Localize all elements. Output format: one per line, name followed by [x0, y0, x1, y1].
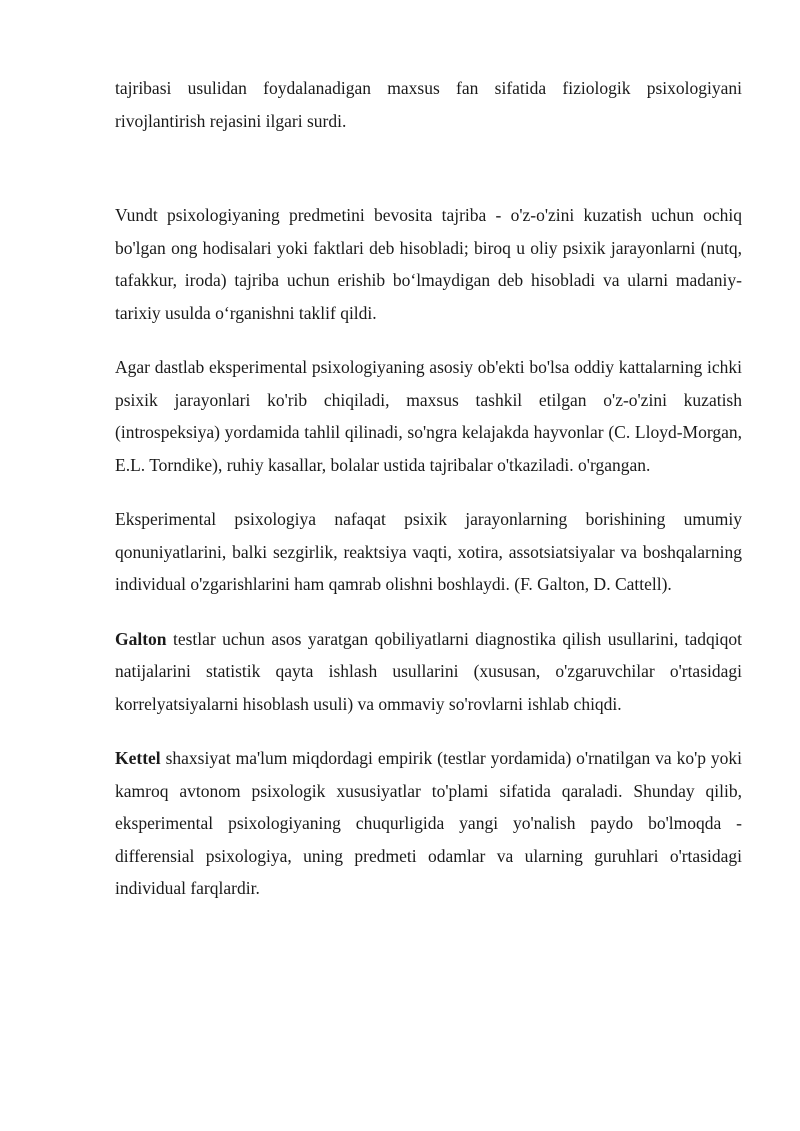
paragraph-kettel — [115, 742, 742, 905]
paragraph-1 — [115, 72, 742, 137]
paragraph-galton — [115, 623, 742, 721]
document-page — [115, 72, 742, 905]
paragraph-3-text: Agar dastlab eksperimental psixologiyaning asosiy ob'ekti bo'lsa oddiy kattalarning ichki psixik jarayonlari ko'rib chiqiladi, maxsus tashkil etilgan o'z-o'zini kuzatish (introspeksiya) yordamida tahlil qilinadi, so'ngra kelajakda hayvonlar (C. Lloyd-Morgan, E.L. Torndike), ruhiy kasallar, bolalar ustida tajribalar o'tkaziladi. o'rgangan. — [115, 357, 742, 475]
paragraph-3 — [115, 351, 742, 481]
paragraph-4-text: Eksperimental psixologiya nafaqat psixik jarayonlarning borishining umumiy qonuniyatlarini, balki sezgirlik, reaktsiya vaqti, xotira, assotsiatsiyalar va boshqalarning individual o'zgarishlarini ham qamrab olishni boshlaydi. (F. Galton, D. Cattell). — [115, 509, 742, 594]
paragraph-kettel-text: shaxsiyat ma'lum miqdordagi empirik (testlar yordamida) o'rnatilgan va ko'p yoki kamroq avtonom psixologik xususiyatlar to'plami sifatida qaraladi. Shunday qilib, eksperimental psixologiyaning chuqurligida yangi yo'nalish paydo bo'lmoqda - differensial psixologiya, uning predmeti odamlar va ularning guruhlari o'rtasidagi individual farqlardir. — [115, 748, 742, 898]
paragraph-4 — [115, 503, 742, 601]
galton-lead-word: Galton — [115, 628, 167, 649]
kettel-lead-word: Kettel — [115, 748, 161, 768]
paragraph-galton-text: testlar uchun asos yaratgan qobiliyatlarni diagnostika qilish usullarini, tadqiqot natijalarini statistik qayta ishlash usullarini (xususan, o'zgaruvchilar o'rtasidagi korrelyatsiyalarni hisoblash usuli) va ommaviy so'rovlarni ishlab chiqdi. — [115, 628, 742, 714]
paragraph-2 — [115, 199, 742, 329]
paragraph-2-text: Vundt psixologiyaning predmetini bevosita tajriba - o'z-o'zini kuzatish uchun ochiq bo'lgan ong hodisalari yoki faktlari deb hisobladi; biroq u oliy psixik jarayonlarni (nutq, tafakkur, iroda) tajriba uchun erishib bo‘lmaydigan deb hisobladi va ularni madaniy-tarixiy usulda o‘rganishni taklif qildi. — [115, 205, 742, 323]
paragraph-1-text: tajribasi usulidan foydalanadigan maxsus fan sifatida fiziologik psixologiyani rivojlantirish rejasini ilgari surdi. — [115, 78, 742, 131]
